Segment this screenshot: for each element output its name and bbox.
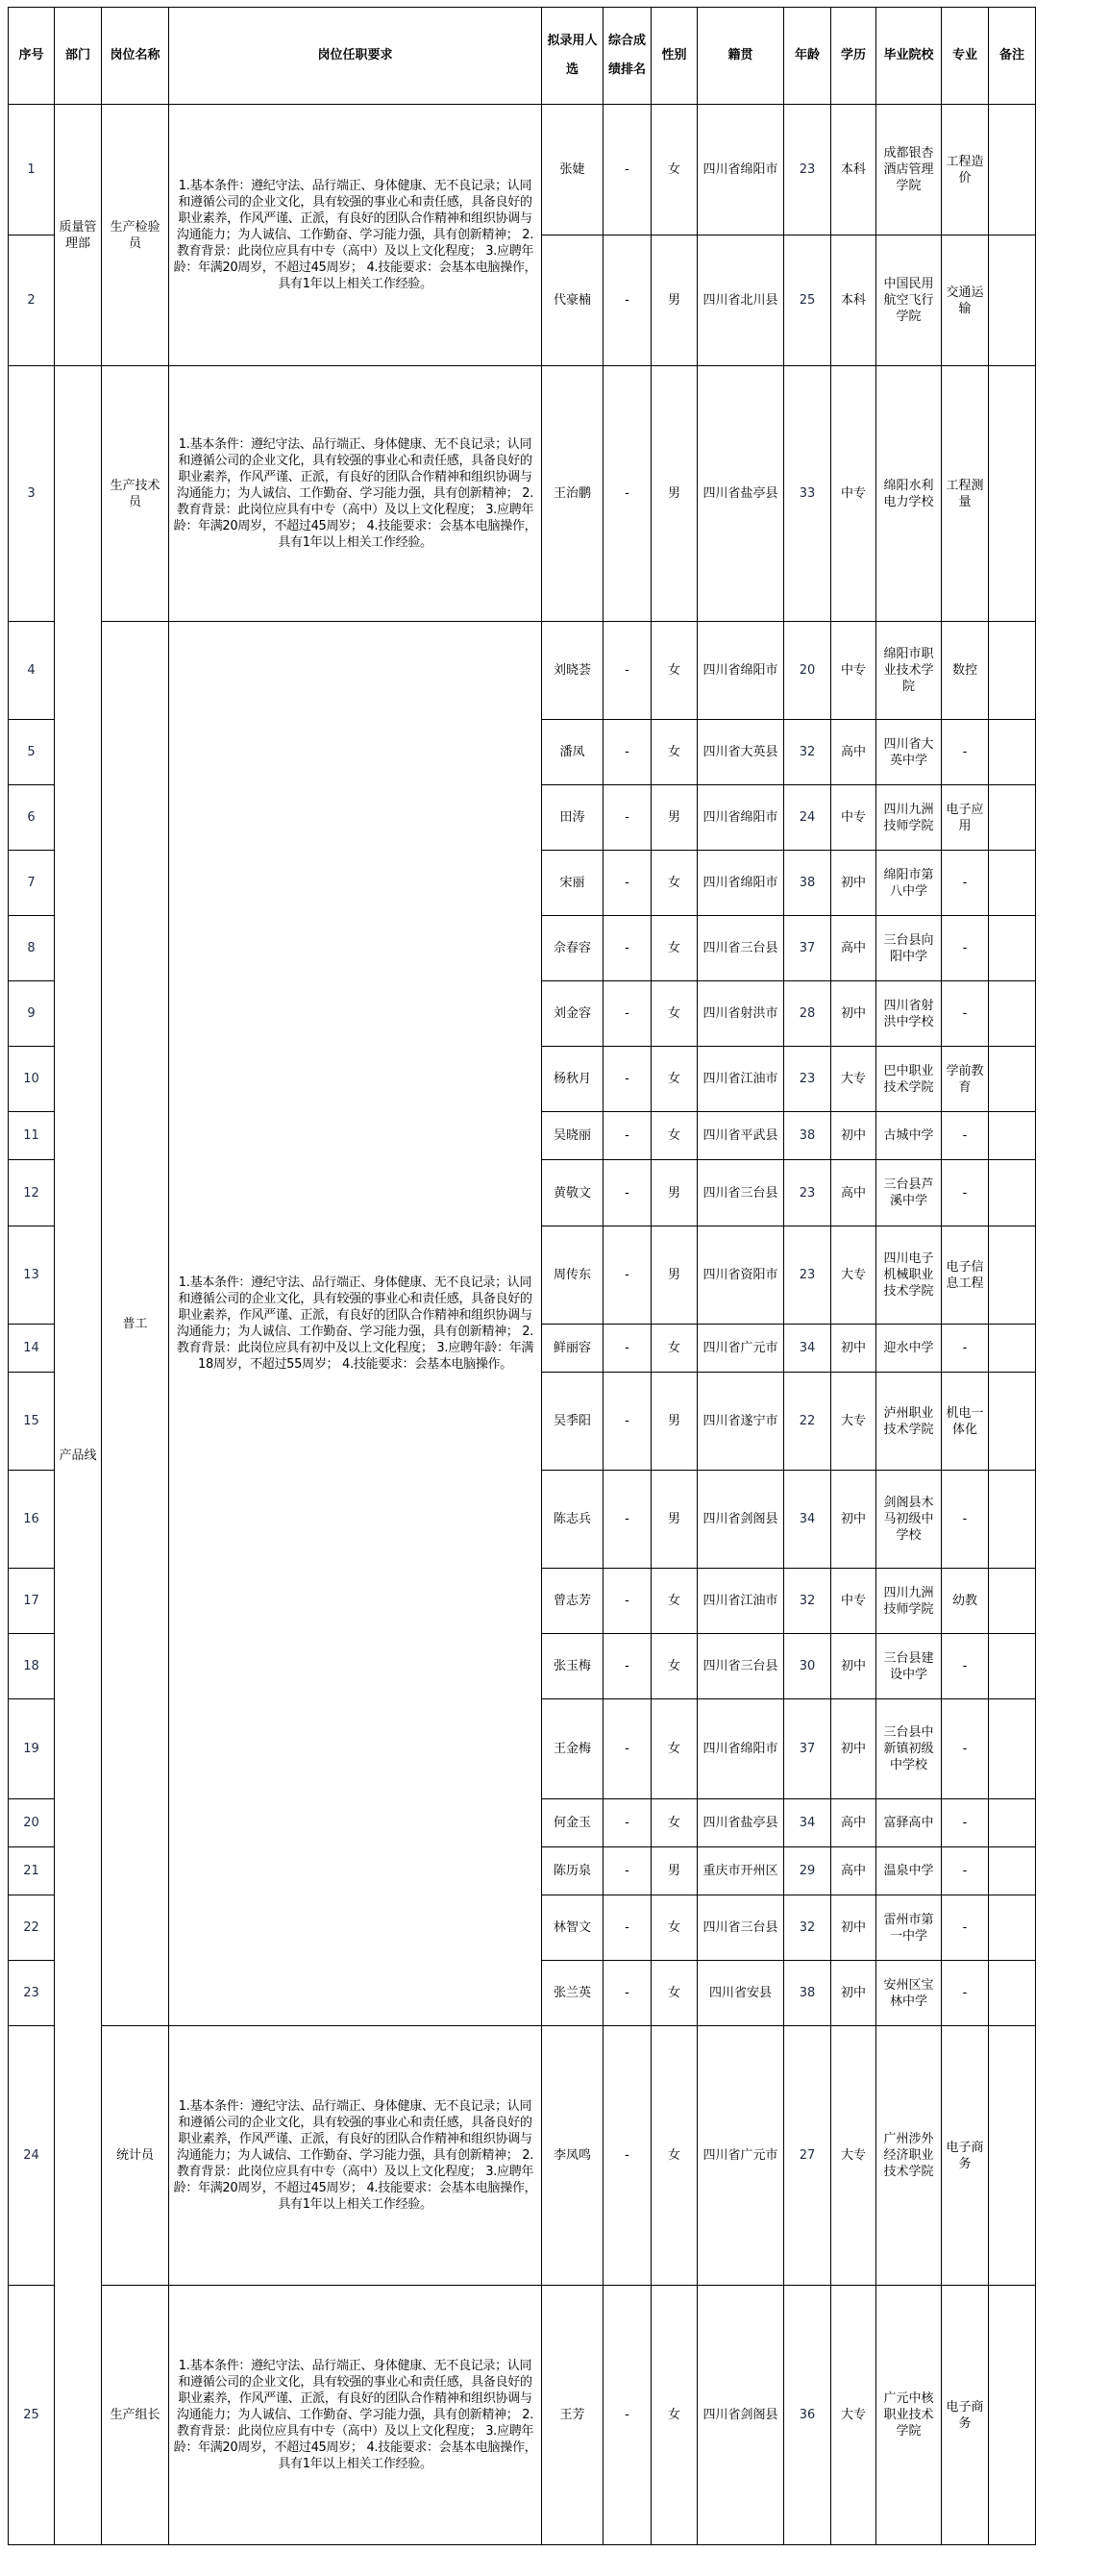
rank-cell: - bbox=[604, 2026, 652, 2286]
header-education: 学历 bbox=[831, 8, 876, 105]
major-cell: - bbox=[942, 1847, 989, 1895]
note-cell bbox=[989, 1634, 1036, 1699]
row-number: 19 bbox=[9, 1699, 55, 1799]
row-number: 1 bbox=[9, 105, 55, 235]
education-cell: 初中 bbox=[831, 1634, 876, 1699]
candidate-name: 陈历泉 bbox=[542, 1847, 604, 1895]
requirements-cell: 1.基本条件：遵纪守法、品行端正、身体健康、无不良记录；认同和遵循公司的企业文化，具有较强的事业心和责任感，具备良好的职业素养，作风严谨、正派，有良好的团队合作精神和组织协调与沟通能力；为人诚信、工作勤奋、学习能力强，具有创新精神； 2.教育背景：此岗位应具有中专（高中）及以上文化程度； 3.应聘年龄：年满20周岁，不超过45周岁； 4.技能要求：会基本电脑操作，具有1年以上相关工作经验。 bbox=[169, 2286, 542, 2545]
age-cell: 22 bbox=[784, 1373, 831, 1471]
rank-cell: - bbox=[604, 1373, 652, 1471]
major-cell: 工程测量 bbox=[942, 366, 989, 622]
note-cell bbox=[989, 916, 1036, 981]
school-cell: 四川电子机械职业技术学院 bbox=[876, 1226, 942, 1325]
major-cell: - bbox=[942, 1325, 989, 1373]
major-cell: 工程造价 bbox=[942, 105, 989, 235]
school-cell: 雷州市第一中学 bbox=[876, 1895, 942, 1961]
department-cell: 产品线 bbox=[55, 366, 102, 2545]
gender-cell: 女 bbox=[652, 105, 698, 235]
school-cell: 三台县向阳中学 bbox=[876, 916, 942, 981]
major-cell: - bbox=[942, 1961, 989, 2026]
origin-cell: 四川省三台县 bbox=[698, 916, 784, 981]
rank-cell: - bbox=[604, 105, 652, 235]
education-cell: 中专 bbox=[831, 622, 876, 720]
note-cell bbox=[989, 851, 1036, 916]
origin-cell: 四川省盐亭县 bbox=[698, 1799, 784, 1847]
origin-cell: 四川省射洪市 bbox=[698, 981, 784, 1047]
major-cell: - bbox=[942, 1699, 989, 1799]
gender-cell: 男 bbox=[652, 1847, 698, 1895]
age-cell: 38 bbox=[784, 1961, 831, 2026]
table-row bbox=[9, 2286, 1036, 2545]
education-cell: 中专 bbox=[831, 366, 876, 622]
rank-cell: - bbox=[604, 1699, 652, 1799]
row-number: 7 bbox=[9, 851, 55, 916]
school-cell: 三台县中新镇初级中学校 bbox=[876, 1699, 942, 1799]
origin-cell: 四川省遂宁市 bbox=[698, 1373, 784, 1471]
rank-cell: - bbox=[604, 2286, 652, 2545]
major-cell: 电子信息工程 bbox=[942, 1226, 989, 1325]
rank-cell: - bbox=[604, 1047, 652, 1112]
origin-cell: 四川省绵阳市 bbox=[698, 1699, 784, 1799]
table-row bbox=[9, 105, 1036, 235]
header-note: 备注 bbox=[989, 8, 1036, 105]
school-cell: 广元中核职业技术学院 bbox=[876, 2286, 942, 2545]
age-cell: 34 bbox=[784, 1799, 831, 1847]
age-cell: 30 bbox=[784, 1634, 831, 1699]
note-cell bbox=[989, 105, 1036, 235]
gender-cell: 女 bbox=[652, 1895, 698, 1961]
candidate-name: 杨秋月 bbox=[542, 1047, 604, 1112]
major-cell: - bbox=[942, 1895, 989, 1961]
origin-cell: 四川省安县 bbox=[698, 1961, 784, 2026]
row-number: 16 bbox=[9, 1471, 55, 1569]
rank-cell: - bbox=[604, 1847, 652, 1895]
candidate-name: 王金梅 bbox=[542, 1699, 604, 1799]
note-cell bbox=[989, 1799, 1036, 1847]
education-cell: 大专 bbox=[831, 1047, 876, 1112]
table-row bbox=[9, 366, 1036, 622]
major-cell: 幼教 bbox=[942, 1569, 989, 1634]
gender-cell: 女 bbox=[652, 1325, 698, 1373]
candidate-name: 曾志芳 bbox=[542, 1569, 604, 1634]
row-number: 6 bbox=[9, 785, 55, 851]
candidate-name: 何金玉 bbox=[542, 1799, 604, 1847]
header-school: 毕业院校 bbox=[876, 8, 942, 105]
gender-cell: 女 bbox=[652, 2286, 698, 2545]
origin-cell: 四川省三台县 bbox=[698, 1160, 784, 1226]
gender-cell: 女 bbox=[652, 1047, 698, 1112]
age-cell: 20 bbox=[784, 622, 831, 720]
rank-cell: - bbox=[604, 1961, 652, 2026]
rank-cell: - bbox=[604, 1471, 652, 1569]
header-candidate: 拟录用人选 bbox=[542, 8, 604, 105]
gender-cell: 男 bbox=[652, 1160, 698, 1226]
position-cell: 普工 bbox=[102, 622, 169, 2026]
row-number: 3 bbox=[9, 366, 55, 622]
candidate-name: 鲜丽容 bbox=[542, 1325, 604, 1373]
age-cell: 38 bbox=[784, 851, 831, 916]
origin-cell: 四川省三台县 bbox=[698, 1634, 784, 1699]
rank-cell: - bbox=[604, 916, 652, 981]
education-cell: 初中 bbox=[831, 1699, 876, 1799]
education-cell: 中专 bbox=[831, 785, 876, 851]
gender-cell: 女 bbox=[652, 916, 698, 981]
origin-cell: 四川省平武县 bbox=[698, 1112, 784, 1160]
gender-cell: 男 bbox=[652, 1226, 698, 1325]
gender-cell: 女 bbox=[652, 851, 698, 916]
row-number: 9 bbox=[9, 981, 55, 1047]
education-cell: 初中 bbox=[831, 1325, 876, 1373]
note-cell bbox=[989, 1961, 1036, 2026]
education-cell: 初中 bbox=[831, 851, 876, 916]
origin-cell: 四川省剑阁县 bbox=[698, 1471, 784, 1569]
row-number: 4 bbox=[9, 622, 55, 720]
row-number: 23 bbox=[9, 1961, 55, 2026]
major-cell: - bbox=[942, 720, 989, 785]
origin-cell: 四川省绵阳市 bbox=[698, 105, 784, 235]
row-number: 5 bbox=[9, 720, 55, 785]
major-cell: 数控 bbox=[942, 622, 989, 720]
rank-cell: - bbox=[604, 1112, 652, 1160]
candidate-name: 张婕 bbox=[542, 105, 604, 235]
school-cell: 四川九洲技师学院 bbox=[876, 785, 942, 851]
candidate-name: 代豪楠 bbox=[542, 235, 604, 366]
age-cell: 27 bbox=[784, 2026, 831, 2286]
candidate-name: 田涛 bbox=[542, 785, 604, 851]
rank-cell: - bbox=[604, 622, 652, 720]
candidate-name: 周传东 bbox=[542, 1226, 604, 1325]
position-cell: 统计员 bbox=[102, 2026, 169, 2286]
candidate-name: 张玉梅 bbox=[542, 1634, 604, 1699]
gender-cell: 女 bbox=[652, 1699, 698, 1799]
header-no: 序号 bbox=[9, 8, 55, 105]
row-number: 22 bbox=[9, 1895, 55, 1961]
origin-cell: 四川省绵阳市 bbox=[698, 622, 784, 720]
row-number: 18 bbox=[9, 1634, 55, 1699]
header-major: 专业 bbox=[942, 8, 989, 105]
school-cell: 绵阳市职业技术学院 bbox=[876, 622, 942, 720]
gender-cell: 女 bbox=[652, 720, 698, 785]
education-cell: 中专 bbox=[831, 1569, 876, 1634]
major-cell: - bbox=[942, 1112, 989, 1160]
gender-cell: 男 bbox=[652, 785, 698, 851]
education-cell: 高中 bbox=[831, 1799, 876, 1847]
rank-cell: - bbox=[604, 1325, 652, 1373]
gender-cell: 女 bbox=[652, 1634, 698, 1699]
table-row bbox=[9, 2026, 1036, 2286]
school-cell: 安州区宝林中学 bbox=[876, 1961, 942, 2026]
origin-cell: 四川省大英县 bbox=[698, 720, 784, 785]
gender-cell: 男 bbox=[652, 235, 698, 366]
rank-cell: - bbox=[604, 1895, 652, 1961]
age-cell: 23 bbox=[784, 1160, 831, 1226]
origin-cell: 四川省绵阳市 bbox=[698, 851, 784, 916]
gender-cell: 女 bbox=[652, 1799, 698, 1847]
position-cell: 生产检验员 bbox=[102, 105, 169, 366]
rank-cell: - bbox=[604, 1160, 652, 1226]
major-cell: 电子商务 bbox=[942, 2286, 989, 2545]
major-cell: - bbox=[942, 1799, 989, 1847]
header-row bbox=[9, 8, 1036, 105]
education-cell: 大专 bbox=[831, 1373, 876, 1471]
note-cell bbox=[989, 1471, 1036, 1569]
candidate-name: 王芳 bbox=[542, 2286, 604, 2545]
major-cell: - bbox=[942, 1471, 989, 1569]
major-cell: - bbox=[942, 916, 989, 981]
education-cell: 初中 bbox=[831, 981, 876, 1047]
candidate-name: 李凤鸣 bbox=[542, 2026, 604, 2286]
origin-cell: 四川省盐亭县 bbox=[698, 366, 784, 622]
row-number: 14 bbox=[9, 1325, 55, 1373]
age-cell: 23 bbox=[784, 105, 831, 235]
age-cell: 36 bbox=[784, 2286, 831, 2545]
age-cell: 33 bbox=[784, 366, 831, 622]
candidate-name: 林智文 bbox=[542, 1895, 604, 1961]
row-number: 15 bbox=[9, 1373, 55, 1471]
requirements-cell: 1.基本条件：遵纪守法、品行端正、身体健康、无不良记录；认同和遵循公司的企业文化，具有较强的事业心和责任感，具备良好的职业素养，作风严谨、正派，有良好的团队合作精神和组织协调与沟通能力；为人诚信、工作勤奋、学习能力强，具有创新精神； 2.教育背景：此岗位应具有中专（高中）及以上文化程度； 3.应聘年龄：年满20周岁，不超过45周岁； 4.技能要求：会基本电脑操作，具有1年以上相关工作经验。 bbox=[169, 2026, 542, 2286]
header-position: 岗位名称 bbox=[102, 8, 169, 105]
education-cell: 大专 bbox=[831, 1226, 876, 1325]
row-number: 21 bbox=[9, 1847, 55, 1895]
header-age: 年龄 bbox=[784, 8, 831, 105]
header-origin: 籍贯 bbox=[698, 8, 784, 105]
school-cell: 四川省大英中学 bbox=[876, 720, 942, 785]
note-cell bbox=[989, 720, 1036, 785]
school-cell: 绵阳水利电力学校 bbox=[876, 366, 942, 622]
note-cell bbox=[989, 622, 1036, 720]
candidate-name: 刘晓荟 bbox=[542, 622, 604, 720]
origin-cell: 四川省江油市 bbox=[698, 1047, 784, 1112]
position-cell: 生产组长 bbox=[102, 2286, 169, 2545]
origin-cell: 四川省剑阁县 bbox=[698, 2286, 784, 2545]
department-cell: 质量管理部 bbox=[55, 105, 102, 366]
school-cell: 富驿高中 bbox=[876, 1799, 942, 1847]
gender-cell: 女 bbox=[652, 981, 698, 1047]
origin-cell: 四川省绵阳市 bbox=[698, 785, 784, 851]
age-cell: 23 bbox=[784, 1226, 831, 1325]
table-row bbox=[9, 622, 1036, 720]
major-cell: 机电一体化 bbox=[942, 1373, 989, 1471]
rank-cell: - bbox=[604, 785, 652, 851]
education-cell: 大专 bbox=[831, 2286, 876, 2545]
note-cell bbox=[989, 2026, 1036, 2286]
school-cell: 泸州职业技术学院 bbox=[876, 1373, 942, 1471]
education-cell: 初中 bbox=[831, 1961, 876, 2026]
school-cell: 四川九洲技师学院 bbox=[876, 1569, 942, 1634]
age-cell: 37 bbox=[784, 916, 831, 981]
age-cell: 37 bbox=[784, 1699, 831, 1799]
school-cell: 剑阁县木马初级中学校 bbox=[876, 1471, 942, 1569]
school-cell: 四川省射洪中学校 bbox=[876, 981, 942, 1047]
education-cell: 高中 bbox=[831, 1847, 876, 1895]
major-cell: - bbox=[942, 1634, 989, 1699]
education-cell: 本科 bbox=[831, 105, 876, 235]
school-cell: 中国民用航空飞行学院 bbox=[876, 235, 942, 366]
candidate-name: 王治鹏 bbox=[542, 366, 604, 622]
rank-cell: - bbox=[604, 366, 652, 622]
row-number: 8 bbox=[9, 916, 55, 981]
header-rank: 综合成绩排名 bbox=[604, 8, 652, 105]
school-cell: 古城中学 bbox=[876, 1112, 942, 1160]
requirements-cell: 1.基本条件：遵纪守法、品行端正、身体健康、无不良记录；认同和遵循公司的企业文化，具有较强的事业心和责任感，具备良好的职业素养，作风严谨、正派，有良好的团队合作精神和组织协调与沟通能力；为人诚信、工作勤奋、学习能力强，具有创新精神； 2.教育背景：此岗位应具有中专（高中）及以上文化程度； 3.应聘年龄：年满20周岁，不超过45周岁； 4.技能要求：会基本电脑操作，具有1年以上相关工作经验。 bbox=[169, 105, 542, 366]
gender-cell: 女 bbox=[652, 1112, 698, 1160]
age-cell: 34 bbox=[784, 1325, 831, 1373]
header-dept: 部门 bbox=[55, 8, 102, 105]
gender-cell: 女 bbox=[652, 622, 698, 720]
rank-cell: - bbox=[604, 981, 652, 1047]
row-number: 2 bbox=[9, 235, 55, 366]
note-cell bbox=[989, 235, 1036, 366]
major-cell: - bbox=[942, 981, 989, 1047]
education-cell: 初中 bbox=[831, 1112, 876, 1160]
row-number: 10 bbox=[9, 1047, 55, 1112]
gender-cell: 男 bbox=[652, 1373, 698, 1471]
age-cell: 38 bbox=[784, 1112, 831, 1160]
age-cell: 24 bbox=[784, 785, 831, 851]
age-cell: 28 bbox=[784, 981, 831, 1047]
note-cell bbox=[989, 785, 1036, 851]
header-requirements: 岗位任职要求 bbox=[169, 8, 542, 105]
requirements-cell: 1.基本条件：遵纪守法、品行端正、身体健康、无不良记录；认同和遵循公司的企业文化，具有较强的事业心和责任感，具备良好的职业素养，作风严谨、正派，有良好的团队合作精神和组织协调与沟通能力；为人诚信、工作勤奋、学习能力强，具有创新精神； 2.教育背景：此岗位应具有中专（高中）及以上文化程度； 3.应聘年龄：年满20周岁，不超过45周岁； 4.技能要求：会基本电脑操作，具有1年以上相关工作经验。 bbox=[169, 366, 542, 622]
note-cell bbox=[989, 1112, 1036, 1160]
header-gender: 性别 bbox=[652, 8, 698, 105]
age-cell: 32 bbox=[784, 720, 831, 785]
origin-cell: 四川省广元市 bbox=[698, 1325, 784, 1373]
school-cell: 广州涉外经济职业技术学院 bbox=[876, 2026, 942, 2286]
age-cell: 32 bbox=[784, 1569, 831, 1634]
major-cell: 电子商务 bbox=[942, 2026, 989, 2286]
note-cell bbox=[989, 1160, 1036, 1226]
candidate-name: 刘金容 bbox=[542, 981, 604, 1047]
education-cell: 初中 bbox=[831, 1471, 876, 1569]
age-cell: 34 bbox=[784, 1471, 831, 1569]
requirements-cell: 1.基本条件：遵纪守法、品行端正、身体健康、无不良记录；认同和遵循公司的企业文化，具有较强的事业心和责任感，具备良好的职业素养，作风严谨、正派，有良好的团队合作精神和组织协调与沟通能力；为人诚信、工作勤奋、学习能力强，具有创新精神； 2.教育背景：此岗位应具有初中及以上文化程度； 3.应聘年龄：年满18周岁，不超过55周岁； 4.技能要求：会基本电脑操作。 bbox=[169, 622, 542, 2026]
rank-cell: - bbox=[604, 1634, 652, 1699]
gender-cell: 女 bbox=[652, 1569, 698, 1634]
education-cell: 初中 bbox=[831, 1895, 876, 1961]
major-cell: 学前教育 bbox=[942, 1047, 989, 1112]
candidate-name: 黄敬文 bbox=[542, 1160, 604, 1226]
origin-cell: 四川省资阳市 bbox=[698, 1226, 784, 1325]
rank-cell: - bbox=[604, 235, 652, 366]
rank-cell: - bbox=[604, 720, 652, 785]
candidate-name: 宋丽 bbox=[542, 851, 604, 916]
school-cell: 成都银杏酒店管理学院 bbox=[876, 105, 942, 235]
age-cell: 32 bbox=[784, 1895, 831, 1961]
rank-cell: - bbox=[604, 1569, 652, 1634]
school-cell: 巴中职业技术学院 bbox=[876, 1047, 942, 1112]
row-number: 20 bbox=[9, 1799, 55, 1847]
gender-cell: 男 bbox=[652, 1471, 698, 1569]
note-cell bbox=[989, 1847, 1036, 1895]
rank-cell: - bbox=[604, 851, 652, 916]
row-number: 17 bbox=[9, 1569, 55, 1634]
school-cell: 三台县芦溪中学 bbox=[876, 1160, 942, 1226]
school-cell: 温泉中学 bbox=[876, 1847, 942, 1895]
origin-cell: 四川省广元市 bbox=[698, 2026, 784, 2286]
origin-cell: 四川省江油市 bbox=[698, 1569, 784, 1634]
education-cell: 高中 bbox=[831, 916, 876, 981]
note-cell bbox=[989, 2286, 1036, 2545]
gender-cell: 女 bbox=[652, 1961, 698, 2026]
education-cell: 大专 bbox=[831, 2026, 876, 2286]
education-cell: 高中 bbox=[831, 1160, 876, 1226]
origin-cell: 重庆市开州区 bbox=[698, 1847, 784, 1895]
note-cell bbox=[989, 981, 1036, 1047]
candidate-name: 张兰英 bbox=[542, 1961, 604, 2026]
note-cell bbox=[989, 1895, 1036, 1961]
major-cell: - bbox=[942, 851, 989, 916]
row-number: 13 bbox=[9, 1226, 55, 1325]
position-cell: 生产技术员 bbox=[102, 366, 169, 622]
candidate-table bbox=[8, 7, 1036, 2545]
row-number: 11 bbox=[9, 1112, 55, 1160]
note-cell bbox=[989, 1373, 1036, 1471]
row-number: 25 bbox=[9, 2286, 55, 2545]
rank-cell: - bbox=[604, 1799, 652, 1847]
school-cell: 三台县建设中学 bbox=[876, 1634, 942, 1699]
major-cell: 电子应用 bbox=[942, 785, 989, 851]
note-cell bbox=[989, 366, 1036, 622]
gender-cell: 女 bbox=[652, 2026, 698, 2286]
age-cell: 23 bbox=[784, 1047, 831, 1112]
major-cell: 交通运输 bbox=[942, 235, 989, 366]
candidate-name: 潘凤 bbox=[542, 720, 604, 785]
rank-cell: - bbox=[604, 1226, 652, 1325]
education-cell: 本科 bbox=[831, 235, 876, 366]
note-cell bbox=[989, 1325, 1036, 1373]
education-cell: 高中 bbox=[831, 720, 876, 785]
gender-cell: 男 bbox=[652, 366, 698, 622]
age-cell: 25 bbox=[784, 235, 831, 366]
note-cell bbox=[989, 1226, 1036, 1325]
note-cell bbox=[989, 1699, 1036, 1799]
school-cell: 迎水中学 bbox=[876, 1325, 942, 1373]
origin-cell: 四川省三台县 bbox=[698, 1895, 784, 1961]
candidate-name: 吴季阳 bbox=[542, 1373, 604, 1471]
note-cell bbox=[989, 1569, 1036, 1634]
row-number: 24 bbox=[9, 2026, 55, 2286]
candidate-name: 陈志兵 bbox=[542, 1471, 604, 1569]
major-cell: - bbox=[942, 1160, 989, 1226]
age-cell: 29 bbox=[784, 1847, 831, 1895]
school-cell: 绵阳市第八中学 bbox=[876, 851, 942, 916]
origin-cell: 四川省北川县 bbox=[698, 235, 784, 366]
note-cell bbox=[989, 1047, 1036, 1112]
candidate-name: 佘春容 bbox=[542, 916, 604, 981]
candidate-name: 吴晓丽 bbox=[542, 1112, 604, 1160]
row-number: 12 bbox=[9, 1160, 55, 1226]
